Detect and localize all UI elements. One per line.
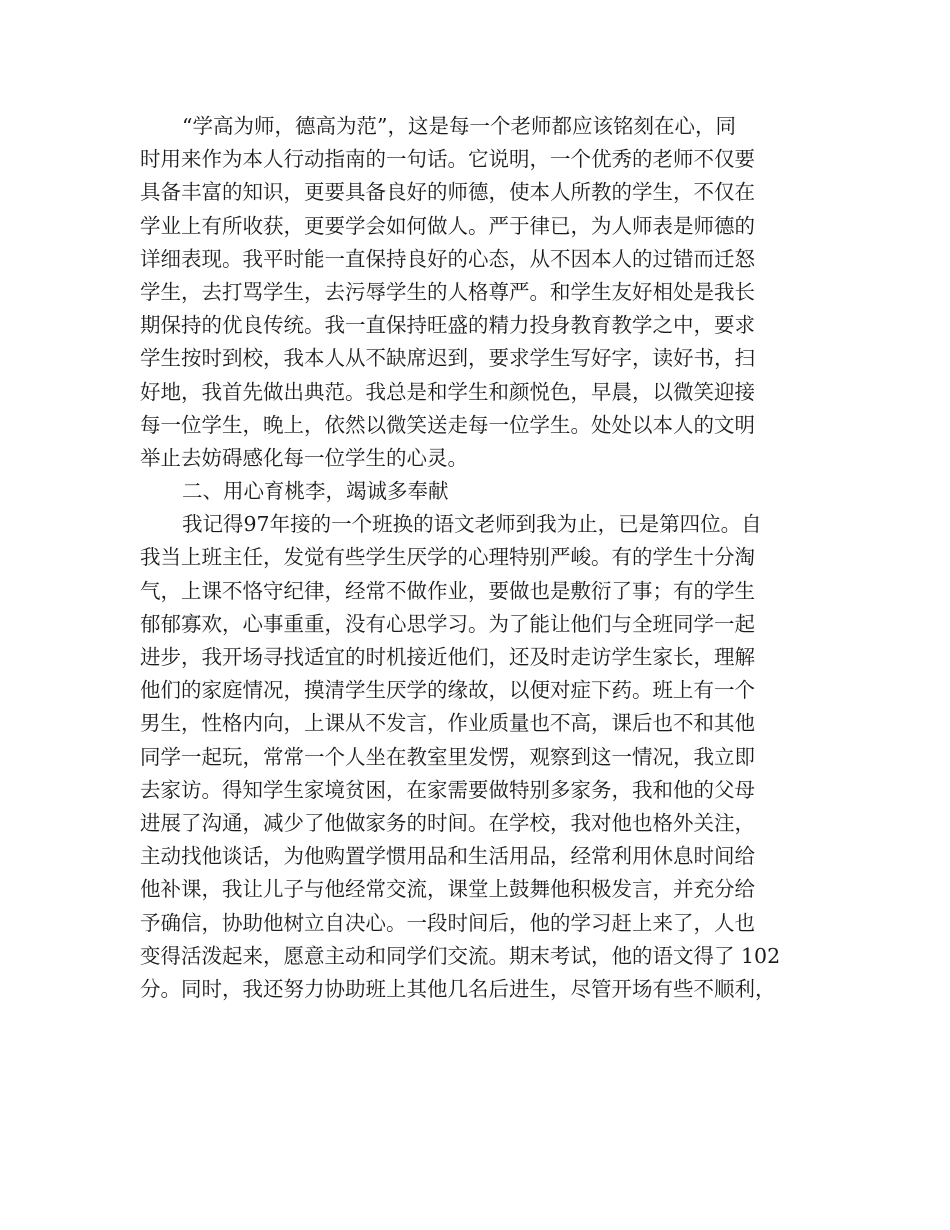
section-heading: 二、用心育桃李，竭诚多奉献 <box>182 479 449 504</box>
paragraph-line: 每一位学生，晚上，依然以微笑送走每一位学生。处处以本人的文明 <box>140 412 755 437</box>
paragraph-line: 具备丰富的知识，更要具备良好的师德，使本人所教的学生，不仅在 <box>140 180 755 205</box>
paragraph-line: 学生按时到校，我本人从不缺席迟到，要求学生写好字，读好书，扫 <box>140 346 755 371</box>
paragraph-line: 他们的家庭情况，摸清学生厌学的缘故，以便对症下药。班上有一个 <box>140 678 755 703</box>
paragraph-line: 男生，性格内向，上课从不发言，作业质量也不高，课后也不和其他 <box>140 711 755 736</box>
paragraph-line: 他补课，我让儿子与他经常交流，课堂上鼓舞他积极发言，并充分给 <box>140 877 755 902</box>
paragraph-line: 主动找他谈话，为他购置学惯用品和生活用品，经常利用休息时间给 <box>140 844 755 869</box>
paragraph-line: 好地，我首先做出典范。我总是和学生和颜悦色，早晨，以微笑迎接 <box>140 379 755 404</box>
paragraph-line: 去家访。得知学生家境贫困，在家需要做特别多家务，我和他的父母 <box>140 777 755 802</box>
paragraph-line: 举止去妨碍感化每一位学生的心灵。 <box>140 445 468 470</box>
paragraph-line: 我当上班主任，发觉有些学生厌学的心理特别严峻。有的学生十分淘 <box>140 545 755 570</box>
paragraph-line: 同学一起玩，常常一个人坐在教室里发愣，观察到这一情况，我立即 <box>140 744 755 769</box>
paragraph-line: 进步，我开场寻找适宜的时机接近他们，还及时走访学生家长，理解 <box>140 645 755 669</box>
paragraph-line: 我记得97年接的一个班换的语文老师到我为止，已是第四位。自 <box>182 512 762 537</box>
paragraph-line: “学高为师，德高为范”，这是每一个老师都应该铭刻在心，同 <box>182 114 736 138</box>
paragraph-line: 学生，去打骂学生，去污辱学生的人格尊严。和学生友好相处是我长 <box>140 279 755 304</box>
paragraph-line: 学业上有所收获，更要学会如何做人。严于律已，为人师表是师德的 <box>140 213 755 238</box>
paragraph-line: 郁郁寡欢，心事重重，没有心思学习。为了能让他们与全班同学一起 <box>140 611 755 636</box>
document-body <box>140 110 830 1006</box>
paragraph-line: 气，上课不恪守纪律，经常不做作业，要做也是敷衍了事；有的学生 <box>140 578 755 603</box>
paragraph-line: 时用来作为本人行动指南的一句话。它说明，一个优秀的老师不仅要 <box>140 147 755 172</box>
paragraph-line: 分。同时，我还努力协助班上其他几名后进生，尽管开场有些不顺利， <box>140 976 776 1001</box>
paragraph-line: 进展了沟通，减少了他做家务的时间。在学校，我对他也格外关注， <box>140 810 755 835</box>
paragraph-line: 变得活泼起来，愿意主动和同学们交流。期末考试，他的语文得了 102 <box>140 943 781 968</box>
paragraph-line: 详细表现。我平时能一直保持良好的心态，从不因本人的过错而迁怒 <box>140 246 755 271</box>
paragraph-line: 予确信，协助他树立自决心。一段时间后，他的学习赶上来了，人也 <box>140 910 755 935</box>
paragraph-line: 期保持的优良传统。我一直保持旺盛的精力投身教育教学之中，要求 <box>140 313 755 338</box>
